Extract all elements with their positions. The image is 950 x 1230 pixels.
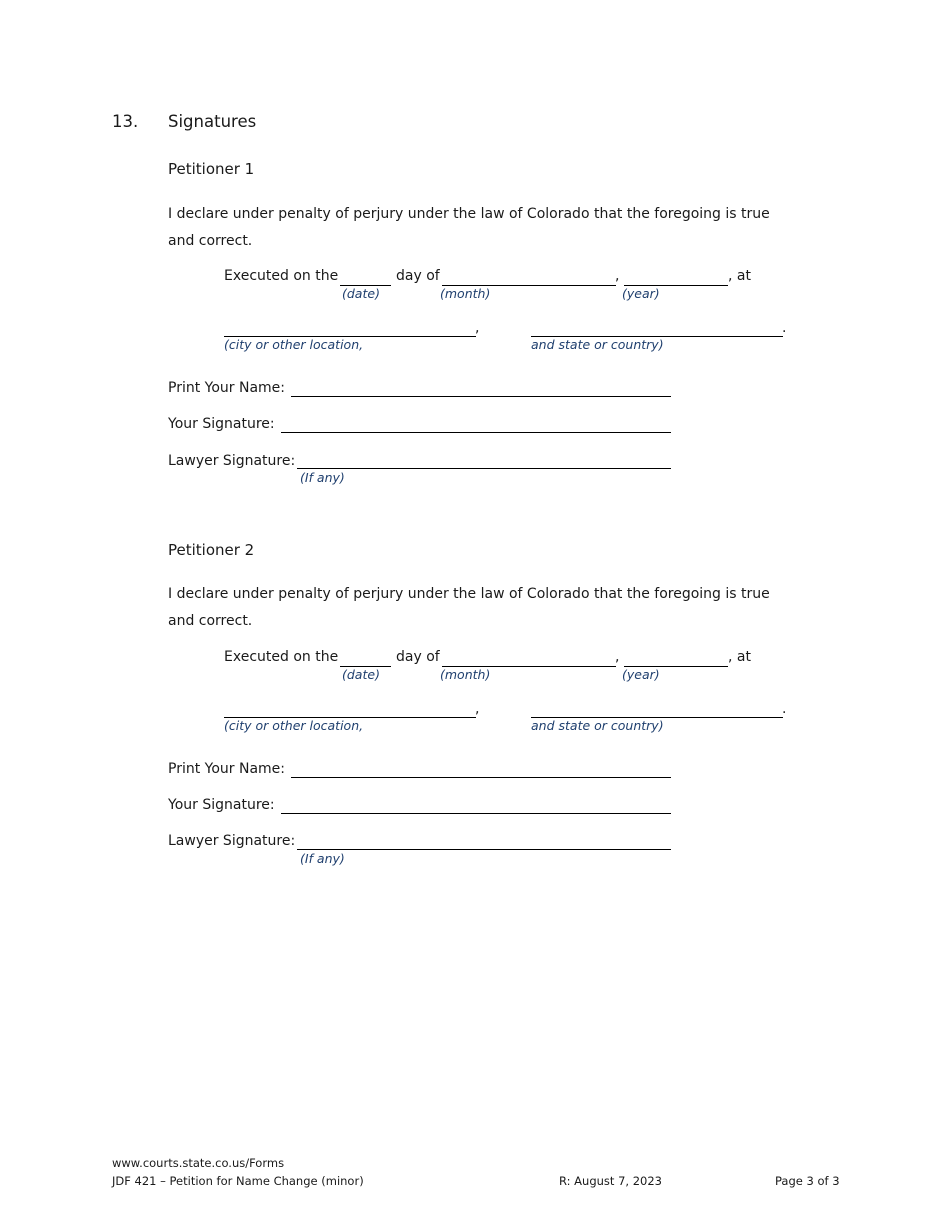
print-name-field[interactable] [291,777,671,778]
state-caption: and state or country) [531,718,664,733]
lawyer-signature-label: Lawyer Signature: [168,453,296,469]
comma-text: , [475,320,480,336]
at-text: , at [728,268,751,284]
if-any-caption: (If any) [300,851,345,866]
signature-field[interactable] [281,813,671,814]
executed-on-label: Executed on the [224,268,339,284]
at-text: , at [728,649,751,665]
date-caption: (date) [342,667,380,682]
year-caption: (year) [622,286,660,301]
period-text: . [782,320,787,336]
petitioner-heading: Petitioner 1 [168,160,255,178]
lawyer-signature-field[interactable] [297,468,671,469]
print-name-label: Print Your Name: [168,380,286,396]
lawyer-signature-field[interactable] [297,849,671,850]
year-caption: (year) [622,667,660,682]
petitioner-heading: Petitioner 2 [168,541,255,559]
declaration-text: I declare under penalty of perjury under the law of Colorado that the foregoing is true and correct. [168,586,770,629]
signature-label: Your Signature: [168,797,275,813]
state-caption: and state or country) [531,337,664,352]
declaration-text: I declare under penalty of perjury under the law of Colorado that the foregoing is true and correct. [168,206,770,249]
footer-page-number: Page 3 of 3 [775,1174,840,1188]
comma-text: , [475,701,480,717]
day-of-label: day of [396,268,440,284]
signature-label: Your Signature: [168,416,275,432]
footer-website: www.courts.state.co.us/Forms [112,1156,285,1170]
city-caption: (city or other location, [224,718,364,733]
print-name-field[interactable] [291,396,671,397]
date-caption: (date) [342,286,380,301]
period-text: . [782,701,787,717]
comma-text: , [615,268,620,284]
if-any-caption: (If any) [300,470,345,485]
day-of-label: day of [396,649,440,665]
signature-field[interactable] [281,432,671,433]
section-number: 13. [112,112,139,131]
month-caption: (month) [440,667,491,682]
lawyer-signature-label: Lawyer Signature: [168,833,296,849]
footer-revision: R: August 7, 2023 [559,1174,662,1188]
section-title: Signatures [168,112,257,131]
executed-on-label: Executed on the [224,649,339,665]
month-caption: (month) [440,286,491,301]
city-caption: (city or other location, [224,337,364,352]
comma-text: , [615,649,620,665]
print-name-label: Print Your Name: [168,761,286,777]
footer-form-id: JDF 421 – Petition for Name Change (minor) [112,1174,364,1188]
